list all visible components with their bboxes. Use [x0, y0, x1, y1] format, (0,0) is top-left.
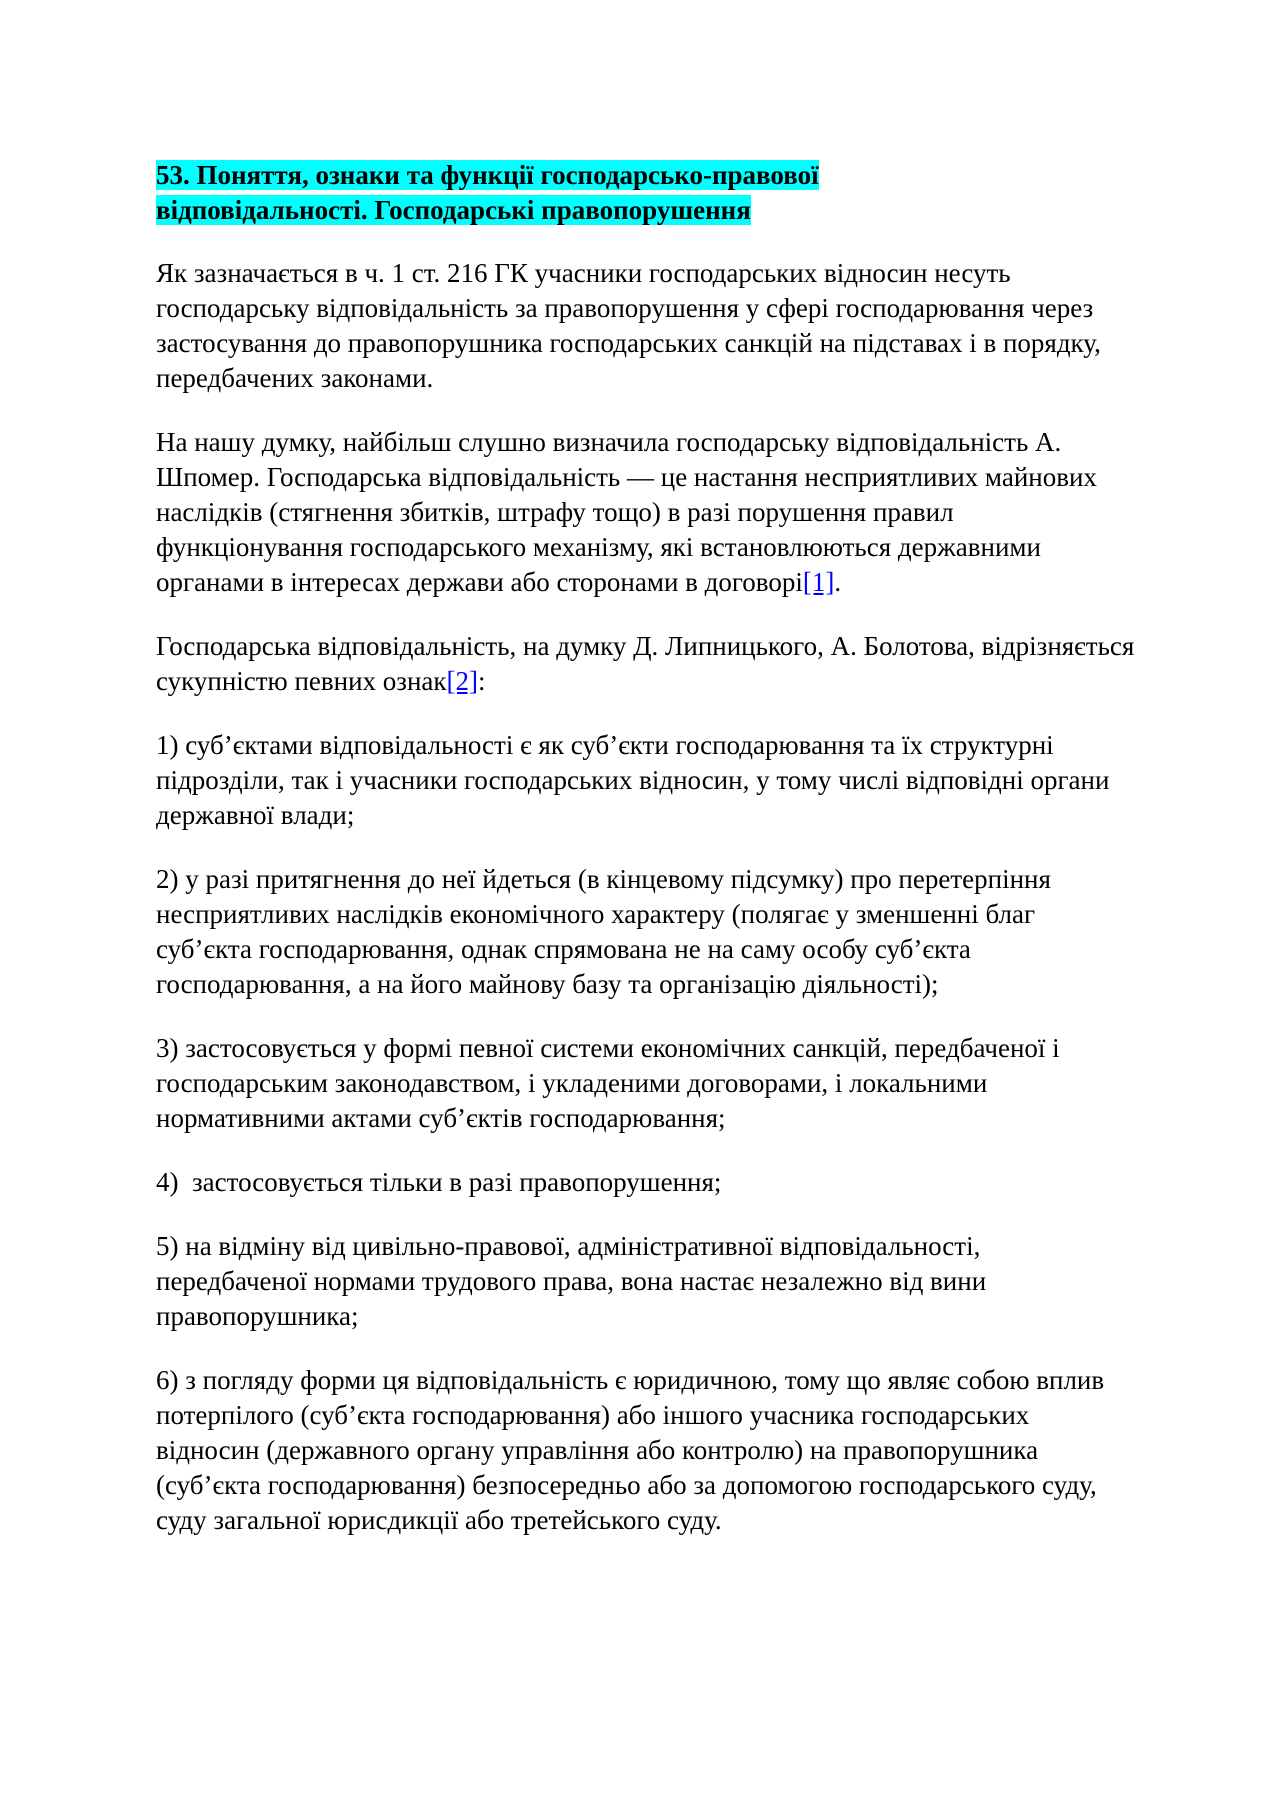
- heading-line-2: відповідальності. Господарські правопорушення: [156, 195, 751, 225]
- paragraph-features-intro: [156, 629, 1136, 699]
- paragraph-definition: [156, 425, 1136, 600]
- document-heading: [156, 158, 1136, 228]
- paragraph-features-end: :: [478, 666, 486, 696]
- paragraph-intro: Як зазначається в ч. 1 ст. 216 ГК учасники господарських відносин несуть господарську відповідальність за правопорушення у сфері господарювання через застосування до правопорушника господарських санкцій на підставах і в порядку, передбачених законами.: [156, 258, 1101, 393]
- list-item-5: 5) на відміну від цивільно-правової, адміністративної відповідальності, передбаченої нормами трудового права, вона настає незалежно від вини правопорушника;: [156, 1231, 987, 1331]
- paragraph-definition-text: На нашу думку, найбільш слушно визначила господарську відповідальність А. Шпомер. Господарська відповідальність — це настання несприятливих майнових наслідків (стягнення збитків, штрафу тощо) в разі порушення правил функціонування господарського механізму, які встановлюються державними органами в інтересах держави або сторонами в договорі: [156, 427, 1097, 597]
- list-item-1: 1) суб’єктами відповідальності є як суб’єкти господарювання та їх структурні підрозділи, так і учасники господарських відносин, у тому числі відповідні органи державної влади;: [156, 730, 1110, 830]
- list-item-2: 2) у разі притягнення до неї йдеться (в кінцевому підсумку) про перетерпіння несприятливих наслідків економічного характеру (полягає у зменшенні благ суб’єкта господарювання, однак спрямована не на саму особу суб’єкта господарювання, а на його майнову базу та організацію діяльності);: [156, 864, 1051, 999]
- document-page: [156, 158, 1136, 1567]
- footnote-link-2[interactable]: [2]: [446, 666, 478, 696]
- list-item-4: 4) застосовується тільки в разі правопорушення;: [156, 1167, 722, 1197]
- footnote-link-1[interactable]: [1]: [802, 567, 835, 597]
- list-item-3: 3) застосовується у формі певної системи економічних санкцій, передбаченої і господарським законодавством, і укладеними договорами, і локальними нормативними актами суб’єктів господарювання;: [156, 1033, 1060, 1133]
- list-item-6: 6) з погляду форми ця відповідальність є юридичною, тому що являє собою вплив потерпілого (суб’єкта господарювання) або іншого учасника господарських відносин (державного органу управління або контролю) на правопорушника (суб’єкта господарювання) безпосередньо або за допомогою господарського суду, суду загальної юрисдикції або третейського суду.: [156, 1365, 1105, 1535]
- paragraph-definition-end: .: [834, 567, 842, 597]
- heading-line-1: 53. Поняття, ознаки та функції господарсько-правової: [156, 160, 819, 190]
- paragraph-features-text: Господарська відповідальність, на думку Д. Липницького, А. Болотова, відрізняється сукупністю певних ознак: [156, 631, 1135, 696]
